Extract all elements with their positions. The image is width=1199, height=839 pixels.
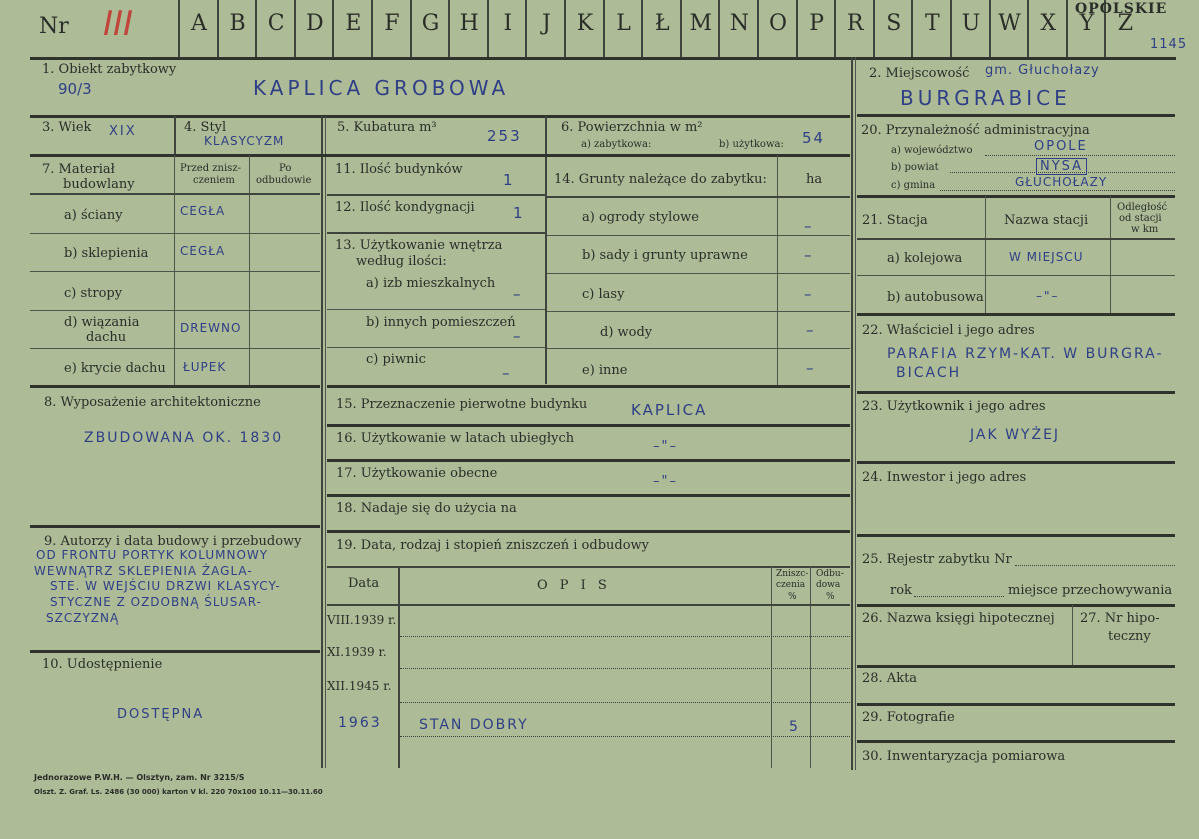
index-letter: E	[345, 11, 362, 36]
f10-value: DOSTĘPNA	[117, 707, 205, 722]
region-stamp: OPOLSKIE	[1075, 1, 1168, 17]
f19-col-reb-1: Odbu-	[816, 569, 844, 579]
f14-forests-value: –	[804, 285, 814, 303]
f14-orchards-value: –	[804, 246, 814, 264]
f19-desc-4: STAN DOBRY	[419, 717, 529, 733]
f7-row-vaults: b) sklepienia	[64, 246, 149, 261]
f22-value-1: PARAFIA RZYM-KAT. W BURGRA-	[887, 346, 1164, 362]
f7-row-roof-truss-2: dachu	[86, 330, 127, 345]
index-letter: G	[421, 11, 440, 36]
f21-row-rail: a) kolejowa	[887, 251, 963, 266]
f9-value-2: WEWNĄTRZ SKLEPIENIA ŻAGLA-	[34, 564, 253, 578]
f16-label: 16. Użytkowanie w latach ubiegłych	[336, 431, 575, 446]
f23-value: JAK WYŻEJ	[970, 427, 1061, 443]
f20-c: c) gmina	[891, 180, 936, 191]
index-letter: A	[191, 11, 207, 36]
f7-roofing-before: ŁUPEK	[183, 360, 227, 374]
f7-label-2: budowlany	[63, 177, 135, 192]
f13-c-value: –	[502, 364, 512, 382]
index-letter: M	[689, 11, 713, 36]
f7-truss-before: DREWNO	[180, 321, 242, 335]
f12-label: 12. Ilość kondygnacji	[335, 200, 475, 215]
f9-value-4: STYCZNE Z OZDOBNĄ ŚLUSAR-	[50, 595, 262, 609]
index-letter: X	[1040, 11, 1057, 36]
f7-col-after-1: Po	[279, 163, 292, 174]
f21-bus-value: –"–	[1036, 289, 1060, 303]
index-letter: R	[846, 11, 864, 36]
f21-rail-value: W MIEJSCU	[1009, 250, 1084, 264]
f13-b: b) innych pomieszczeń	[366, 315, 516, 330]
f19-date-4: 1963	[338, 715, 382, 731]
f20-a-value: OPOLE	[1034, 139, 1088, 154]
f9-label: 9. Autorzy i data budowy i przebudowy	[44, 534, 302, 549]
f19-col-dmg-1: Zniszc-	[776, 569, 809, 579]
f3-label: 3. Wiek	[42, 120, 92, 135]
f14-row-other: e) inne	[582, 363, 628, 378]
index-letter: D	[305, 11, 324, 36]
index-letter: Ł	[654, 11, 670, 36]
f13-label-2: według ilości:	[356, 254, 447, 269]
f7-col-after-2: odbudowie	[256, 175, 312, 186]
f13-label-1: 13. Użytkowanie wnętrza	[335, 238, 503, 253]
nr-value: III	[103, 4, 134, 44]
printer-line-2: Olszt. Z. Graf. Ls. 2486 (30 000) karton V kl. 220 70x100 10.11—30.11.60	[34, 788, 323, 796]
index-letter: F	[384, 11, 400, 36]
printer-line-1: Jednorazowe P.W.H. — Olsztyn, zam. Nr 3215/S	[34, 773, 245, 782]
index-letter: I	[503, 11, 513, 36]
index-letter: T	[925, 11, 940, 36]
f27-label-1: 27. Nr hipo-	[1080, 611, 1160, 626]
f1-value: KAPLICA GROBOWA	[253, 76, 510, 100]
f19-dmg-4: 5	[789, 719, 800, 735]
f30-label: 30. Inwentaryzacja pomiarowa	[862, 749, 1066, 764]
header-rule	[30, 57, 1176, 60]
f14-gardens-value: –	[804, 217, 814, 235]
f20-b-value: NYSA	[1036, 158, 1087, 175]
index-letter: U	[961, 11, 981, 36]
f7-row-roof-truss-1: d) wiązania	[64, 315, 140, 330]
f13-a-value: –	[513, 285, 523, 303]
f13-c: c) piwnic	[366, 352, 426, 367]
index-letter: N	[729, 11, 750, 36]
f8-label: 8. Wyposażenie architektoniczne	[44, 395, 261, 410]
f7-row-walls: a) ściany	[64, 208, 123, 223]
f2-label: 2. Miejscowość	[869, 66, 970, 81]
f14-row-forests: c) lasy	[582, 287, 625, 302]
index-letter: C	[267, 11, 285, 36]
f3-value: XIX	[109, 124, 137, 139]
f6-label: 6. Powierzchnia w m²	[561, 120, 703, 135]
f6-sub-a: a) zabytkowa:	[581, 139, 652, 150]
f7-walls-before: CEGŁA	[180, 204, 226, 218]
index-letter: S	[886, 11, 902, 36]
f21-label: 21. Stacja	[862, 213, 928, 228]
f19-col-dmg-2: czenia	[776, 580, 806, 590]
f7-col-before-2: czeniem	[193, 175, 235, 186]
f14-row-gardens: a) ogrody stylowe	[582, 210, 699, 225]
index-letter: W	[998, 11, 1021, 36]
f19-date-2: XI.1939 r.	[327, 645, 387, 659]
f19-col-reb-3: %	[826, 592, 835, 602]
f7-row-ceilings: c) stropy	[64, 286, 123, 301]
f9-value-3: STE. W WEJŚCIU DRZWI KLASYCY-	[50, 579, 281, 593]
f9-value-5: SZCZYZNĄ	[46, 611, 120, 625]
f22-value-2: BICACH	[896, 365, 962, 381]
f6-sub-b: b) użytkowa:	[719, 139, 784, 150]
f4-value: KLASYCYZM	[204, 134, 285, 148]
f1-ref: 90/3	[58, 80, 92, 98]
f18-label: 18. Nadaje się do użycia na	[336, 501, 517, 516]
f24-label: 24. Inwestor i jego adres	[862, 470, 1027, 485]
f23-label: 23. Użytkownik i jego adres	[862, 399, 1046, 414]
f5-label: 5. Kubatura m³	[337, 120, 437, 135]
f9-value-1: OD FRONTU PORTYK KOLUMNOWY	[36, 548, 269, 562]
f14-waters-value: –	[806, 321, 816, 339]
f15-value: KAPLICA	[631, 401, 708, 419]
f21-col-dist-2: od stacji	[1119, 213, 1162, 224]
f2-note: gm. Głuchołazy	[985, 63, 1100, 78]
f20-a: a) województwo	[891, 145, 973, 156]
f14-other-value: –	[806, 359, 816, 377]
f1-label: 1. Obiekt zabytkowy	[42, 62, 177, 77]
index-letter: J	[541, 11, 551, 36]
f13-a: a) izb mieszkalnych	[366, 276, 496, 291]
f19-label: 19. Data, rodzaj i stopień zniszczeń i odbudowy	[336, 538, 650, 553]
f14-row-orchards: b) sady i grunty uprawne	[582, 248, 748, 263]
index-letter: O	[768, 11, 788, 36]
f6-value-b: 54	[802, 129, 826, 147]
index-letter: Y	[1079, 11, 1095, 36]
f25-place: miejsce przechowywania	[1008, 583, 1173, 598]
f21-row-bus: b) autobusowa	[887, 290, 984, 305]
f29-label: 29. Fotografie	[862, 710, 955, 725]
f7-col-before-1: Przed znisz-	[180, 163, 241, 174]
f7-vaults-before: CEGŁA	[180, 244, 226, 258]
f22-label: 22. Właściciel i jego adres	[862, 323, 1035, 338]
f13-b-value: –	[513, 327, 523, 345]
f8-value: ZBUDOWANA OK. 1830	[84, 430, 284, 446]
f15-label: 15. Przeznaczenie pierwotne budynku	[336, 397, 588, 412]
f19-date-3: XII.1945 r.	[327, 679, 392, 693]
f25-rok: rok	[890, 583, 912, 598]
f21-col-name: Nazwa stacji	[1004, 213, 1089, 228]
f17-value: –"–	[653, 474, 678, 489]
f7-row-roofing: e) krycie dachu	[64, 361, 166, 376]
f19-col-desc: O P I S	[537, 578, 611, 593]
f4-label: 4. Styl	[184, 120, 227, 135]
nr-label: Nr	[39, 14, 69, 39]
f19-col-dmg-3: %	[788, 592, 797, 602]
f5-value: 253	[487, 127, 522, 145]
index-letter: K	[576, 11, 594, 36]
index-letter: B	[229, 11, 246, 36]
f21-col-dist-3: w km	[1131, 224, 1159, 235]
f10-label: 10. Udostępnienie	[42, 657, 163, 672]
f14-label: 14. Grunty należące do zabytku:	[554, 172, 767, 187]
f20-c-value: GŁUCHOŁAZY	[1015, 175, 1108, 189]
index-letter: P	[809, 11, 824, 36]
f25-label: 25. Rejestr zabytku Nr	[862, 552, 1012, 567]
f19-col-date: Data	[348, 576, 380, 591]
f21-col-dist-1: Odległość	[1117, 202, 1168, 213]
index-letter: Z	[1117, 11, 1134, 36]
f14-row-waters: d) wody	[600, 325, 653, 340]
f27-label-2: teczny	[1108, 629, 1151, 644]
f20-b: b) powiat	[891, 162, 939, 173]
f11-value: 1	[503, 171, 515, 189]
index-letter: L	[616, 11, 631, 36]
f11-label: 11. Ilość budynków	[335, 162, 463, 177]
f7-label-1: 7. Materiał	[42, 162, 115, 177]
f14-unit: ha	[806, 172, 823, 187]
f2-value: BURGRABICE	[900, 86, 1071, 110]
f20-label: 20. Przynależność administracyjna	[861, 123, 1090, 138]
card-number: 1145	[1150, 37, 1188, 52]
f12-value: 1	[513, 204, 525, 222]
f28-label: 28. Akta	[862, 671, 918, 686]
f16-value: –"–	[653, 439, 678, 454]
f17-label: 17. Użytkowanie obecne	[336, 466, 498, 481]
f19-date-1: VIII.1939 r.	[327, 613, 397, 627]
f26-label: 26. Nazwa księgi hipotecznej	[862, 611, 1055, 626]
index-letter: H	[459, 11, 479, 36]
f19-col-reb-2: dowa	[816, 580, 841, 590]
